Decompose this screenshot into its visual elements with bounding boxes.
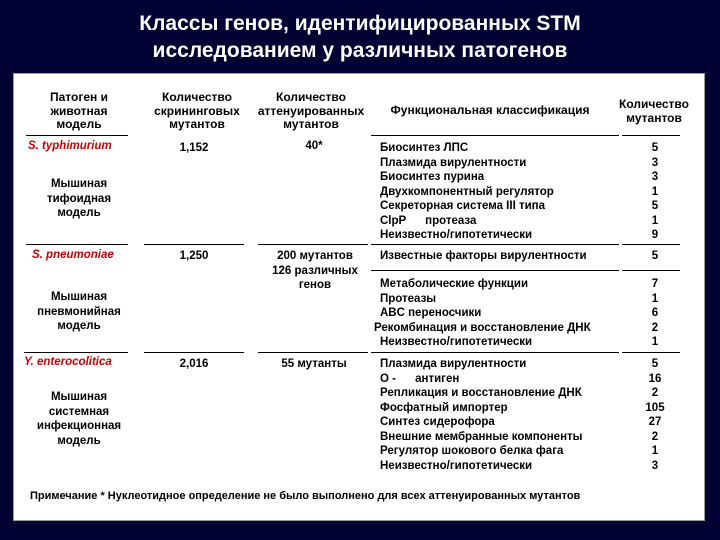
class-count: 2 (651, 430, 659, 443)
class-name: Фосфатный импортер (380, 401, 508, 414)
class-name: Репликация и восстановление ДНК (380, 387, 582, 399)
class-count: 7 (651, 278, 659, 290)
class-name: Биосинтез ЛПС (380, 142, 469, 154)
class-count: 1 (651, 336, 659, 348)
animal-model: Мышиная пневмонийная модель (37, 291, 121, 332)
attenuated-count: 40* (305, 140, 323, 152)
count-list (640, 141, 670, 243)
class-name: Неизвестно/гипотетически (380, 336, 533, 348)
title-line-1: Классы генов, идентифицированных STM (139, 12, 581, 35)
class-count: 5 (651, 200, 659, 212)
class-name: Регулятор шокового белка фага (380, 445, 564, 457)
class-count: 2 (651, 321, 659, 334)
group-rule (258, 244, 368, 245)
slide-title (0, 10, 720, 64)
footnote: Примечание * Нуклеотидное определение не было выполнено для всех аттенуированных мутантов (30, 490, 581, 502)
class-name: Неизвестно/гипотетически (380, 229, 533, 241)
header-screened: Количество скрининговых мутантов (154, 90, 240, 131)
data-table-sheet (13, 73, 705, 521)
class-count: 3 (651, 171, 659, 183)
class-name: Секреторная система III типа (380, 200, 546, 212)
group-rule (622, 270, 680, 271)
header-pathogen: Патоген и животная модель (50, 90, 108, 131)
class-list (374, 277, 614, 350)
class-count: 2 (651, 387, 659, 399)
group-rule (371, 270, 619, 271)
class-name: Протеазы (380, 292, 437, 305)
group-rule (371, 135, 619, 136)
class-count: 1 (651, 185, 659, 198)
group-rule (258, 352, 368, 353)
group-rule (26, 244, 128, 245)
class-name: Биосинтез пурина (380, 171, 485, 183)
class-count: 5 (651, 250, 659, 262)
attenuated-count: 200 мутантов 126 различных генов (272, 250, 358, 291)
class-name: Внешние мембранные компоненты (380, 430, 583, 443)
class-name: Плазмида вирулентности (380, 156, 527, 169)
class-name: ClpP протеаза (380, 214, 477, 227)
class-count: 5 (651, 142, 659, 154)
class-count: 9 (651, 229, 659, 241)
pathogen-name: S. typhimurium (28, 140, 112, 152)
class-count: 1 (651, 292, 659, 305)
group-rule (371, 352, 619, 353)
class-name: O - антиген (380, 372, 460, 385)
class-name: Плазмида вирулентности (380, 358, 527, 370)
class-name: Синтез сидерофора (380, 416, 495, 428)
title-line-2: исследованием у различных патогенов (152, 39, 568, 62)
screened-count: 1,250 (179, 250, 209, 262)
group-rule (371, 244, 619, 245)
class-name: Двухкомпонентный регулятор (380, 185, 554, 198)
pathogen-name: Y. enterocolitica (24, 356, 112, 368)
class-name: Рекомбинация и восстановление ДНК (374, 321, 591, 334)
count-list (636, 357, 674, 473)
animal-model: Мышиная системная инфекционная модель (36, 391, 122, 447)
screened-count: 2,016 (179, 358, 209, 370)
group-rule (622, 352, 680, 353)
group-rule (144, 352, 244, 353)
class-count: 5 (651, 358, 659, 370)
group-rule (622, 135, 680, 136)
class-list (380, 141, 554, 243)
class-name: Метаболические функции (380, 278, 529, 290)
header-count: Количество мутантов (619, 97, 689, 125)
pathogen-name: S. pneumoniae (32, 249, 114, 261)
class-count: 27 (648, 416, 662, 428)
class-count: 105 (645, 401, 665, 414)
group-rule (24, 352, 128, 353)
class-list (380, 357, 582, 473)
screened-count: 1,152 (179, 142, 209, 154)
class-name: Известные факторы вирулентности (380, 250, 587, 262)
class-count: 3 (651, 459, 659, 472)
header-attenuated: Количество аттенуированных мутантов (257, 90, 365, 131)
class-count: 6 (651, 307, 659, 319)
count-list (640, 277, 670, 350)
group-rule (144, 244, 244, 245)
class-count: 16 (648, 372, 662, 385)
attenuated-count: 55 мутанты (281, 358, 347, 370)
class-count: 3 (651, 156, 659, 169)
group-rule (26, 135, 128, 136)
class-count: 1 (651, 445, 659, 457)
group-rule (622, 244, 680, 245)
header-classification: Функциональная классификация (390, 103, 590, 117)
class-name: ABC переносчики (380, 307, 482, 319)
class-name: Неизвестно/гипотетически (380, 459, 533, 472)
class-count: 1 (651, 214, 659, 227)
animal-model: Мышиная тифоидная модель (46, 178, 112, 219)
